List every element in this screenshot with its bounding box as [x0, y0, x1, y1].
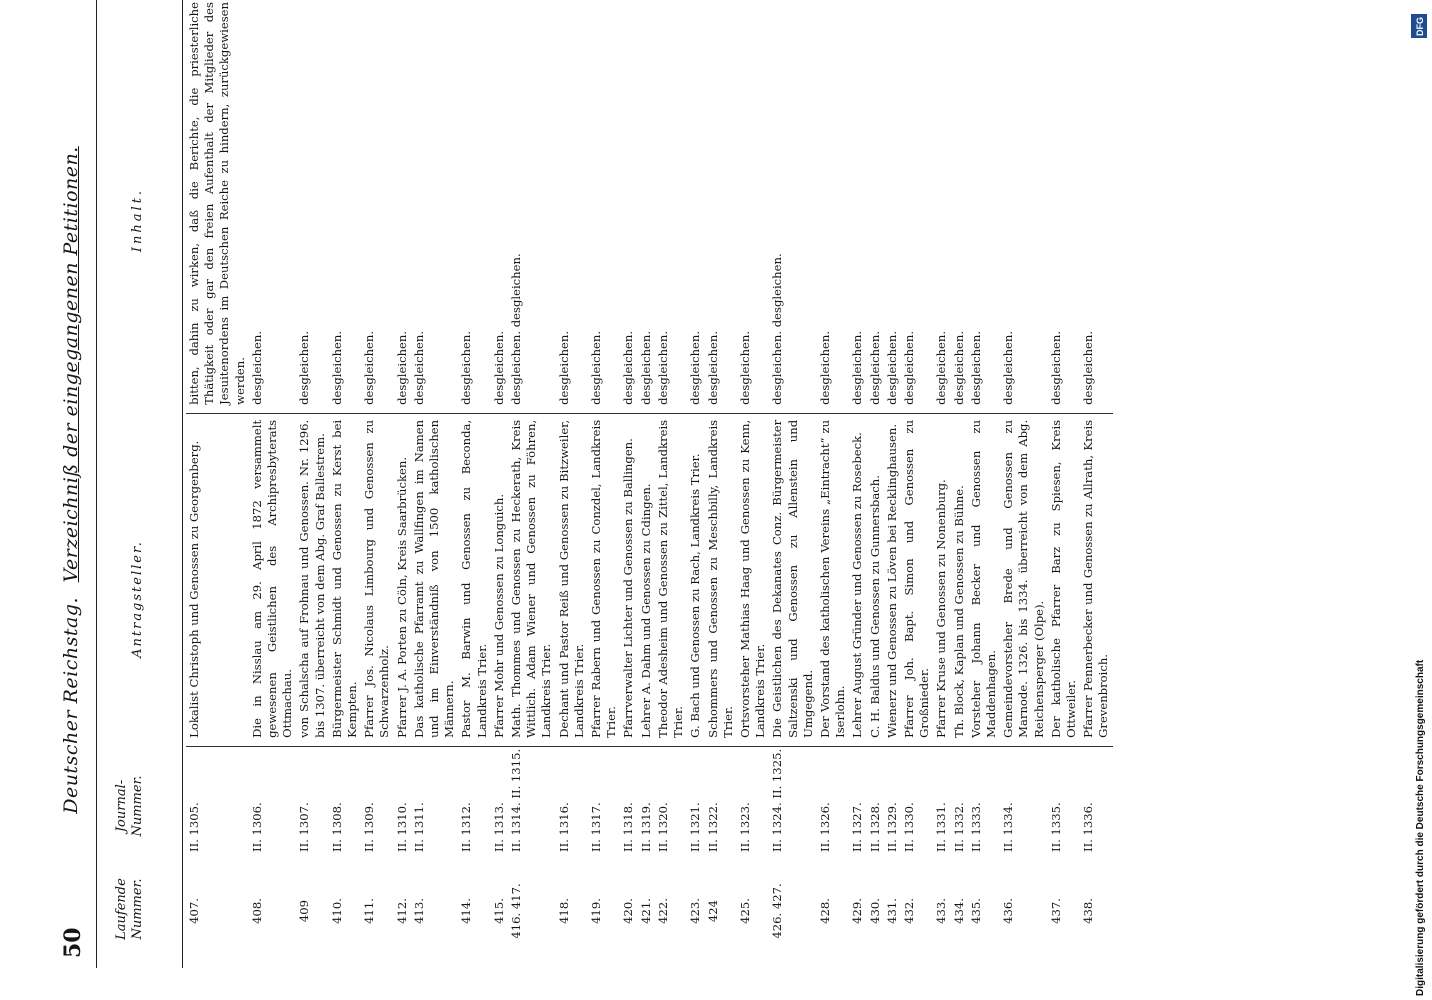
- cell-antragsteller: Bürgermeister Schmidt und Genossen zu Kerst bei Kempten.: [329, 413, 361, 746]
- cell-inhalt: desgleichen.: [688, 330, 703, 405]
- cell-antragsteller: Schommers und Genossen zu Meschbilly, Landkreis Trier.: [705, 413, 737, 746]
- table-row: [737, 0, 769, 968]
- header-inhalt: Inhalt.: [130, 187, 145, 253]
- running-title: [60, 0, 82, 960]
- table-row: [968, 0, 1000, 968]
- table-row: [1000, 0, 1048, 968]
- cell-antragsteller: Das katholische Pfarramt zu Wallfingen im Namen und im Einverständniß von 1500 katholischen Männern.: [411, 413, 459, 746]
- cell-antragsteller: Pfarrverwalter Lichter und Genossen zu Ballingen.: [620, 413, 637, 746]
- table-row: [1080, 0, 1112, 968]
- cell-inhalt: desgleichen.: [249, 330, 264, 405]
- cell-inhalt: desgleichen.: [1048, 330, 1063, 405]
- table-row: [901, 0, 933, 968]
- cell-journal-nummer: II. 1314. II. 1315.: [509, 748, 524, 852]
- cell-antragsteller: C. H. Baldus und Genossen zu Gunnersbach.: [867, 413, 884, 746]
- table-row: [411, 0, 459, 968]
- table-row: [508, 0, 556, 968]
- cell-journal-nummer: II. 1317.: [589, 802, 604, 852]
- cell-laufende-nummer: 414.: [459, 898, 474, 924]
- table-row: [1048, 0, 1080, 968]
- cell-inhalt: desgleichen.: [491, 330, 506, 405]
- cell-laufende-nummer: 413.: [411, 898, 426, 924]
- table-row: [951, 0, 968, 968]
- cell-antragsteller: Dechant und Pastor Reiß und Genossen zu Bitzweiler, Landkreis Trier.: [556, 413, 588, 746]
- cell-journal-nummer: II. 1331.: [934, 802, 949, 852]
- cell-laufende-nummer: 425.: [737, 898, 752, 924]
- cell-inhalt: desgleichen.: [362, 330, 377, 405]
- dfg-logo-text: DFG: [1415, 17, 1425, 36]
- cell-laufende-nummer: 435.: [968, 898, 983, 924]
- cell-antragsteller: von Schalscha auf Frohnau und Genossen. Nr. 1296. bis 1307. überreicht von dem Abg. Graf Ballestrem.: [296, 413, 328, 746]
- cell-antragsteller: Math. Thommes und Genossen zu Heckerath, Kreis Wittlich. Adam Wiener und Genossen zu Föhren, Landkreis Trier.: [508, 413, 556, 746]
- cell-antragsteller: Vorsteher Johann Becker und Genossen zu Maddenhagen.: [968, 413, 1000, 746]
- cell-journal-nummer: II. 1334.: [1001, 802, 1016, 852]
- table-row: [458, 0, 490, 968]
- table-row: [329, 0, 361, 968]
- table-row: [638, 0, 655, 968]
- cell-inhalt: desgleichen. desgleichen.: [509, 253, 524, 405]
- cell-journal-nummer: II. 1308.: [329, 802, 344, 852]
- cell-journal-nummer: II. 1319.: [638, 802, 653, 852]
- cell-laufende-nummer: 419.: [589, 898, 604, 924]
- cell-inhalt: desgleichen.: [1001, 330, 1016, 405]
- cell-journal-nummer: II. 1332.: [951, 802, 966, 852]
- table-row: [849, 0, 866, 968]
- cell-laufende-nummer: 407.: [187, 898, 201, 924]
- table-row: [394, 0, 411, 968]
- cell-journal-nummer: II. 1330.: [901, 802, 916, 852]
- cell-journal-nummer: II. 1307.: [297, 802, 312, 852]
- cell-journal-nummer: II. 1311.: [411, 802, 426, 852]
- cell-journal-nummer: II. 1321.: [688, 802, 703, 852]
- header-laufende-nummer: Laufende Nummer.: [114, 878, 145, 940]
- cell-laufende-nummer: 408.: [249, 898, 264, 924]
- cell-antragsteller: Pastor M. Barwin und Genossen zu Beconda, Landkreis Trier.: [458, 413, 490, 746]
- cell-inhalt: desgleichen.: [1081, 330, 1096, 405]
- cell-laufende-nummer: 411.: [362, 898, 377, 924]
- cell-journal-nummer: II. 1312.: [459, 802, 474, 852]
- cell-inhalt: desgleichen.: [394, 330, 409, 405]
- cell-laufende-nummer: 423.: [688, 898, 703, 924]
- cell-antragsteller: Th. Block, Kaplan und Genossen zu Bühne.: [951, 413, 968, 746]
- cell-inhalt: desgleichen.: [934, 330, 949, 405]
- table-row: [491, 0, 508, 968]
- cell-inhalt: desgleichen.: [951, 330, 966, 405]
- cell-laufende-nummer: 434.: [951, 898, 966, 924]
- cell-inhalt: desgleichen.: [297, 330, 312, 405]
- cell-journal-nummer: II. 1336.: [1081, 802, 1096, 852]
- cell-inhalt: desgleichen.: [850, 330, 865, 405]
- cell-antragsteller: Lokalist Christoph und Genossen zu Georgenberg.: [186, 413, 249, 746]
- cell-inhalt: desgleichen.: [737, 330, 752, 405]
- cell-laufende-nummer: 421.: [638, 898, 653, 924]
- cell-antragsteller: Lehrer A. Dahm und Genossen zu Cdingen.: [638, 413, 655, 746]
- cell-antragsteller: Pfarrer Rabern und Genossen zu Conzdel, Landkreis Trier.: [588, 413, 620, 746]
- cell-laufende-nummer: 410.: [329, 898, 344, 924]
- cell-laufende-nummer: 409: [297, 899, 312, 923]
- cell-antragsteller: Pfarrer Mohr und Genossen zu Longuich.: [491, 413, 508, 746]
- cell-antragsteller: Pfarrer J. A. Porten zu Cöln, Kreis Saarbrücken.: [394, 413, 411, 746]
- cell-laufende-nummer: 433.: [934, 898, 949, 924]
- table-row: [620, 0, 637, 968]
- table-row: [249, 0, 297, 968]
- page-number: 50: [60, 927, 86, 958]
- cell-laufende-nummer: 412.: [394, 898, 409, 924]
- cell-inhalt: desgleichen.: [867, 330, 882, 405]
- cell-antragsteller: Pfarrer Jos. Nicolaus Limbourg und Genossen zu Schwarzenholz.: [361, 413, 393, 746]
- cell-inhalt: desgleichen.: [638, 330, 653, 405]
- table-row: [588, 0, 620, 968]
- cell-journal-nummer: II. 1335.: [1048, 802, 1063, 852]
- cell-antragsteller: Gemeindevorsteher Brede und Genossen zu Marnode. 1326. bis 1334. überreicht von dem Abg. Reichensperger (Olpe).: [1000, 413, 1048, 746]
- header-journal-nummer: Journal- Nummer.: [114, 775, 145, 837]
- cell-laufende-nummer: 437.: [1048, 898, 1063, 924]
- cell-laufende-nummer: 422.: [655, 898, 670, 924]
- cell-inhalt: desgleichen.: [817, 330, 832, 405]
- cell-inhalt: desgleichen.: [556, 330, 571, 405]
- cell-inhalt: desgleichen.: [411, 330, 426, 405]
- cell-antragsteller: Pfarrer Pennerbecker und Genossen zu Allrath, Kreis Grevenbroich.: [1080, 413, 1112, 746]
- cell-laufende-nummer: 420.: [621, 898, 636, 924]
- header-top-rule: [96, 0, 97, 968]
- cell-laufende-nummer: 432.: [901, 898, 916, 924]
- cell-journal-nummer: II. 1326.: [817, 802, 832, 852]
- table-row: [769, 0, 817, 968]
- cell-journal-nummer: II. 1309.: [362, 802, 377, 852]
- cell-laufende-nummer: 426. 427.: [770, 883, 785, 939]
- table-row: [867, 0, 884, 968]
- cell-journal-nummer: II. 1313.: [491, 802, 506, 852]
- cell-inhalt: desgleichen.: [589, 330, 604, 405]
- cell-laufende-nummer: 418.: [556, 898, 571, 924]
- dfg-margin-note: [1408, 6, 1430, 996]
- table-row: [933, 0, 950, 968]
- cell-laufende-nummer: 429.: [850, 898, 865, 924]
- table-row: [655, 0, 687, 968]
- cell-antragsteller: Wienerz und Genossen zu Löven bei Recklinghausen.: [884, 413, 901, 746]
- table-row: [817, 0, 849, 968]
- cell-journal-nummer: II. 1316.: [556, 802, 571, 852]
- cell-inhalt: desgleichen.: [901, 330, 916, 405]
- cell-antragsteller: Theodor Adesheim und Genossen zu Zittel, Landkreis Trier.: [655, 413, 687, 746]
- cell-antragsteller: G. Bach und Genossen zu Rach, Landkreis Trier.: [687, 413, 704, 746]
- digitalisierung-note: Digitalisierung gefördert durch die Deutsche Forschungsgemeinschaft: [1415, 659, 1426, 996]
- table-row: [556, 0, 588, 968]
- cell-antragsteller: Pfarrer Joh. Bapt. Simon und Genossen zu Großnieder.: [901, 413, 933, 746]
- cell-journal-nummer: II. 1323.: [737, 802, 752, 852]
- cell-laufende-nummer: 424: [705, 899, 720, 923]
- cell-antragsteller: Die Geistlichen des Dekanates Conz. Bürgermeister Saltzenski und Genossen zu Allenstein und Umgegend.: [769, 413, 817, 746]
- cell-antragsteller: Lehrer August Gründer und Genossen zu Rosebeck.: [849, 413, 866, 746]
- cell-inhalt: desgleichen.: [968, 330, 983, 405]
- table-row: [705, 0, 737, 968]
- cell-inhalt: bitten, dahin zu wirken, daß die Berichte, die priesterliche Thätigkeit oder gar den freien Aufenthalt der Mitglieder des Jesuitenordens im Deutschen Reiche zu hindern, zurückgewiesen werden.: [187, 2, 247, 405]
- header-antragsteller: Antragsteller.: [130, 540, 145, 658]
- cell-journal-nummer: II. 1327.: [850, 802, 865, 852]
- cell-journal-nummer: II. 1320.: [655, 802, 670, 852]
- cell-laufende-nummer: 438.: [1081, 898, 1096, 924]
- cell-inhalt: desgleichen.: [621, 330, 636, 405]
- table-row: [361, 0, 393, 968]
- title-left: Deutscher Reichstag.: [60, 597, 82, 814]
- cell-journal-nummer: II. 1328.: [867, 802, 882, 852]
- cell-laufende-nummer: 430.: [867, 898, 882, 924]
- table-row: [687, 0, 704, 968]
- cell-antragsteller: Pfarrer Kruse und Genossen zu Nonenburg.: [933, 413, 950, 746]
- cell-journal-nummer: II. 1324. II. 1325.: [770, 748, 785, 852]
- cell-journal-nummer: II. 1329.: [884, 802, 899, 852]
- header-bottom-rule: [182, 0, 183, 968]
- cell-inhalt: desgleichen.: [705, 330, 720, 405]
- cell-inhalt: desgleichen. desgleichen.: [770, 253, 785, 405]
- cell-journal-nummer: II. 1306.: [249, 802, 264, 852]
- cell-laufende-nummer: 431.: [884, 898, 899, 924]
- table-row: [186, 0, 249, 968]
- cell-antragsteller: Der Vorstand des katholischen Vereins „Eintracht“ zu Iserlohn.: [817, 413, 849, 746]
- title-right: Verzeichniß der eingegangenen Petitionen.: [60, 146, 82, 583]
- cell-journal-nummer: II. 1305.: [187, 802, 201, 852]
- table-row: [296, 0, 328, 968]
- cell-laufende-nummer: 416. 417.: [509, 883, 524, 939]
- cell-journal-nummer: II. 1333.: [968, 802, 983, 852]
- table-row: [884, 0, 901, 968]
- cell-laufende-nummer: 436.: [1001, 898, 1016, 924]
- cell-inhalt: desgleichen.: [655, 330, 670, 405]
- cell-laufende-nummer: 428.: [817, 898, 832, 924]
- cell-journal-nummer: II. 1322.: [705, 802, 720, 852]
- cell-laufende-nummer: 415.: [491, 898, 506, 924]
- cell-inhalt: desgleichen.: [884, 330, 899, 405]
- cell-journal-nummer: II. 1318.: [621, 802, 636, 852]
- petitions-table: [186, 0, 1113, 968]
- cell-journal-nummer: II. 1310.: [394, 802, 409, 852]
- cell-inhalt: desgleichen.: [329, 330, 344, 405]
- cell-antragsteller: Der katholische Pfarrer Barz zu Spiesen, Kreis Ottweiler.: [1048, 413, 1080, 746]
- cell-antragsteller: Die in Nisslau am 29. April 1872 versammelt gewesenen Geistlichen des Archipresbyterats Ottmachau.: [249, 413, 297, 746]
- cell-antragsteller: Ortsvorsteher Mathias Haag und Genossen zu Kenn, Landkreis Trier.: [737, 413, 769, 746]
- cell-inhalt: desgleichen.: [459, 330, 474, 405]
